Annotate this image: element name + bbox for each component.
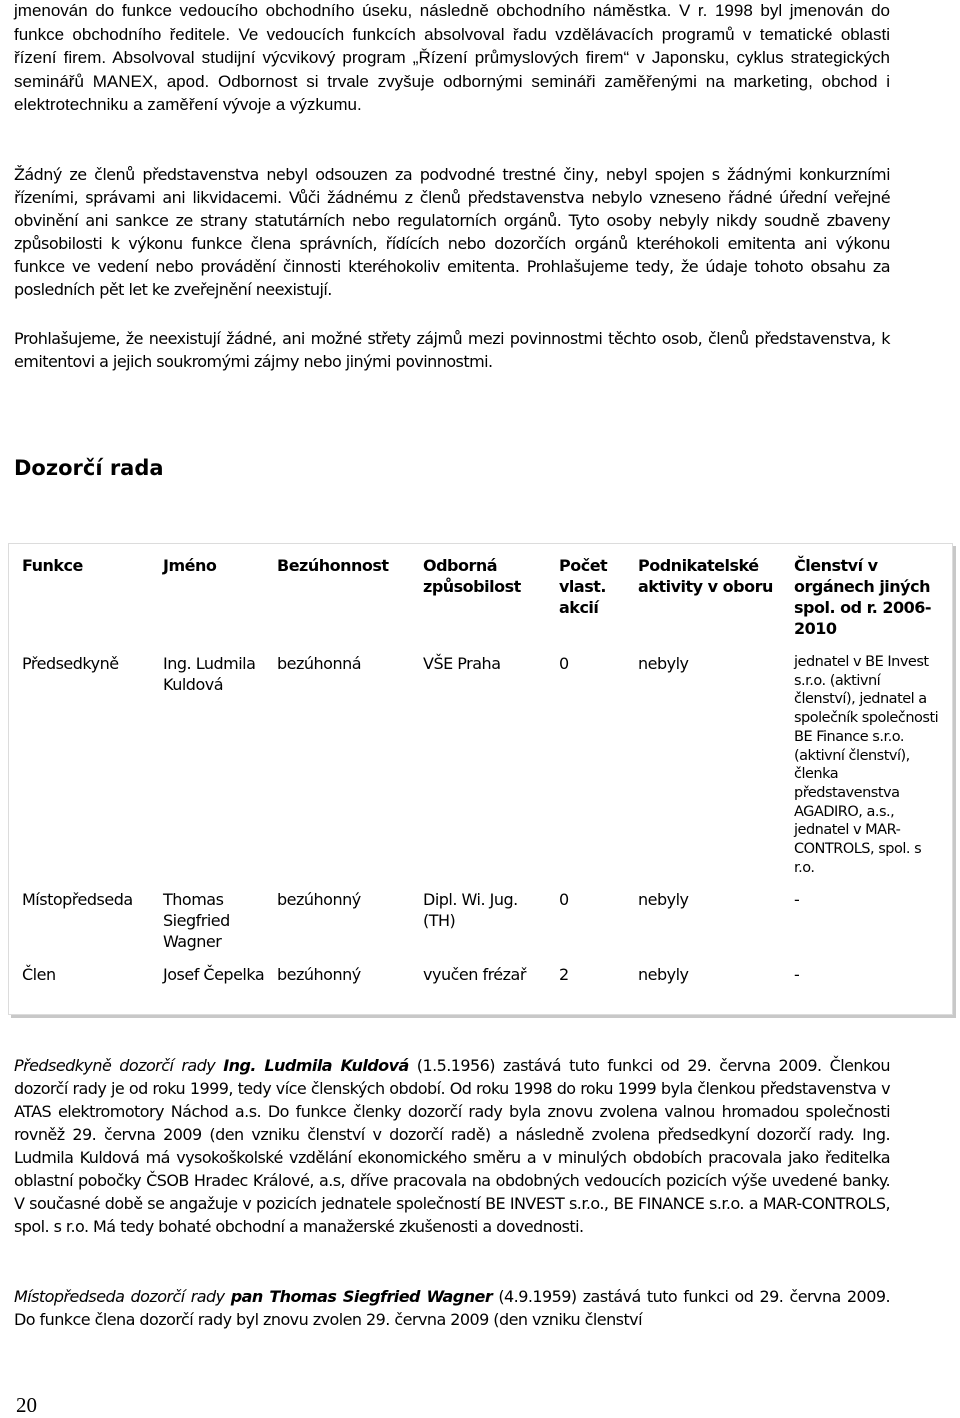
cell-clenstvi: - bbox=[794, 890, 800, 910]
paragraph-board-declaration: Žádný ze členů představenstva nebyl odsouzen za podvodné trestné činy, nebyl spojen s žádnými konkurzními řízeními, správami ani likvidacemi. Vůči žádnému z členů představenstva nebylo vzneseno řádné úřední veřejné obvinění ani sankce ze strany statutárních nebo regulatorních orgánů. Tyto osoby nebyly nikdy soudně zbaveny způsobilosti k výkonu funkce člena správních, řídících nebo dozorčích orgánů kteréhokoli emitenta ani výkonu funkce ve vedení nebo provádění činnosti kteréhokoliv emitenta. Prohlašujeme tedy, že údaje tohoto obsahu za posledních pět let ke zveřejnění neexistují. bbox=[14, 165, 890, 299]
section-heading-supervisory-board: Dozorčí rada bbox=[14, 456, 164, 480]
header-jmeno: Jméno bbox=[163, 556, 217, 575]
chairwoman-name: Ing. Ludmila Kuldová bbox=[223, 1056, 409, 1075]
table-row bbox=[16, 889, 946, 964]
header-odborna-zpusobilost: Odborná způsobilost bbox=[423, 556, 521, 596]
cell-jmeno: Thomas Siegfried Wagner bbox=[163, 890, 230, 952]
header-funkce: Funkce bbox=[22, 556, 83, 575]
cell-jmeno: Ing. Ludmila Kuldová bbox=[163, 654, 256, 694]
cell-podnikatelske: nebyly bbox=[638, 890, 689, 910]
cell-funkce: Člen bbox=[22, 965, 56, 985]
cell-bezuhonnost: bezúhonná bbox=[277, 654, 362, 673]
table-row bbox=[16, 653, 946, 889]
cell-funkce: Předsedkyně bbox=[22, 654, 119, 673]
chairwoman-role: Předsedkyně dozorčí rady bbox=[14, 1056, 216, 1075]
vice-chair-role: Místopředseda dozorčí rady bbox=[14, 1287, 225, 1306]
paragraph-chairwoman-bio bbox=[14, 1054, 890, 1238]
cell-bezuhonnost: bezúhonný bbox=[277, 965, 361, 985]
cell-pocet: 0 bbox=[559, 654, 569, 673]
header-bezuhonnost: Bezúhonnost bbox=[277, 556, 389, 575]
cell-clenstvi: jednatel v BE Invest s.r.o. (aktivní členství), jednatel a společník společnosti BE Finance s.r.o. (aktivní členství), členka představenstva AGADIRO, a.s., jednatel v MAR-CONTROLS, spol. s r.o. bbox=[794, 654, 939, 876]
paragraph-conflict-of-interest: Prohlašujeme, že neexistují žádné, ani možné střety zájmů mezi povinnostmi těchto osob, členů představenstva, k emitentovi a jejich soukromými zájmy nebo jinými povinnostmi. bbox=[14, 329, 890, 371]
cell-podnikatelske: nebyly bbox=[638, 654, 689, 673]
supervisory-board-table bbox=[16, 555, 946, 997]
cell-pocet: 0 bbox=[559, 890, 569, 910]
cell-odborna: Dipl. Wi. Jug. (TH) bbox=[423, 890, 518, 931]
cell-podnikatelske: nebyly bbox=[638, 965, 689, 985]
cell-clenstvi: - bbox=[794, 965, 800, 985]
cell-pocet: 2 bbox=[559, 965, 569, 985]
header-clenstvi: Členství v orgánech jiných spol. od r. 2006-2010 bbox=[794, 556, 932, 638]
vice-chair-bio-text: (4.9.1959) zastává tuto funkci od 29. června 2009. Do funkce člena dozorčí rady byl znovu zvolen 29. června 2009 (den vzniku členství bbox=[14, 1287, 890, 1329]
cell-jmeno: Josef Čepelka bbox=[163, 965, 265, 985]
cell-odborna: VŠE Praha bbox=[423, 654, 501, 673]
header-pocet-akcii: Počet vlast. akcií bbox=[559, 556, 608, 617]
cell-funkce: Místopředseda bbox=[22, 890, 133, 910]
vice-chair-name: pan Thomas Siegfried Wagner bbox=[230, 1287, 493, 1306]
cell-bezuhonnost: bezúhonný bbox=[277, 890, 361, 910]
cell-odborna: vyučen frézař bbox=[423, 965, 526, 985]
paragraph-director-education: jmenován do funkce vedoucího obchodního úseku, následně obchodního náměstka. V r. 1998 byl jmenován do funkce obchodního ředitele. Ve vedoucích funkcích absolvoval řadu vzdělávacích programů v tematické oblasti řízení firem. Absolvoval studijní výcvikový program „Řízení průmyslových firem“ v Japonsku, cyklus strategických seminářů MANEX, apod. Odbornost si trvale zvyšuje odbornými semináři zaměřenými na marketing, obchod i elektrotechniku a zaměření vývoje a výzkumu. bbox=[14, 1, 890, 114]
table-header-row bbox=[16, 555, 946, 653]
chairwoman-bio-text: (1.5.1956) zastává tuto funkci od 29. června 2009. Členkou dozorčí rady je od roku 1999, tedy více členských období. Od roku 1998 do roku 1999 byla členkou představenstva v ATAS elektromotory Náchod a.s. Do funkce členky dozorčí rady byla znovu zvolena valnou hromadou společnosti rovněž 29. června 2009 (den vzniku členství v dozorčí radě) a následně zvolena předsedkyní dozorčí rady. Ing. Ludmila Kuldová má vysokoškolské vzdělání ekonomického směru a v minulých obdobích pracovala jako ředitelka oblastní pobočky ČSOB Hradec Králové, a.s, dříve pracovala na obdobných vedoucích pozicích výše uvedené banky. V současné době se angažuje v pozicích jednatele společností BE INVEST s.r.o., BE FINANCE s.r.o. a MAR-CONTROLS, spol. s r.o. Má tedy bohaté obchodní a manažerské zkušenosti a dovednosti. bbox=[14, 1056, 890, 1236]
paragraph-vice-chair-bio bbox=[14, 1285, 890, 1331]
page-number: 20 bbox=[16, 1393, 37, 1417]
header-podnikatelske-aktivity: Podnikatelské aktivity v oboru bbox=[638, 556, 773, 596]
table-row bbox=[16, 964, 946, 997]
